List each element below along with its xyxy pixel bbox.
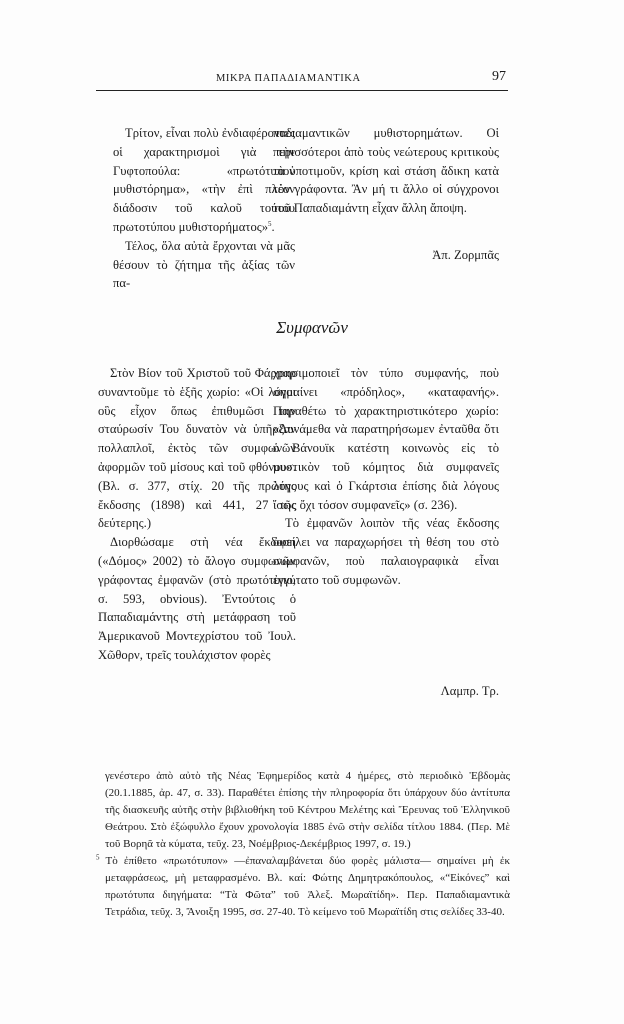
footnote-5-marker: 5 xyxy=(96,853,100,862)
section2-paragraph-2: Διορθώσαμε στὴ νέα ἔκδοση («Δόμος» 2002) τὸ ἄλογο συμφωνῶν γράφοντας ἐμφανῶν (στὸ πρωτότυπο, σ. 593, obvious). Ἐντούτοις ὁ Παπαδιαμάντης στὴ μετάφραση τοῦ Ἀμερικανοῦ Μοντεχρίστου τοῦ Ἰουλ. Χῶθορν, τρεῖς τουλάχιστον φορὲς xyxy=(98,535,296,662)
footnotes xyxy=(96,768,510,921)
section2-paragraph-4: Τὸ ἐμφανῶν λοιπὸν τῆς νέας ἔκδοσης ὀφείλει να παραχωρήσει τὴ θέση του στὸ συμφανῶν, ποὺ παλαιογραφικὰ εἶναι ἐγγύτατο τοῦ συμφωνῶν. xyxy=(273,516,499,587)
section2-paragraph-3: χρησιμοποιεῖ τὸν τύπο συμφανής, ποὺ σημαίνει «πρόδηλος», «καταφανής». Παραθέτω τὸ χαρακτηριστικότερο χωρίο: «Δυνάμεθα νὰ παρατηρήσωμεν ἐνταῦθα ὅτι ὁ Βάνουϊκ κατέστη κοινωνὸς εἰς τὸ μυστικὸν τοῦ κόμητος διὰ συμφανεῖς λόγους καὶ ὁ Γκάρτσια ἐπίσης διὰ λόγους ἴσως ὄχι τόσον συμφανεῖς» (σ. 236). xyxy=(273,366,499,512)
footnote-ref-5: 5 xyxy=(268,219,272,228)
section1-paragraph-2: Τέλος, ὅλα αὐτὰ ἔρχονται νὰ μᾶς θέσουν τὸ ζήτημα τῆς ἀξίας τῶν πα- xyxy=(113,238,295,291)
section1-paragraph-1: Τρίτον, εἶναι πολὺ ἐνδιαφέροντες οἱ χαρακτηρισμοὶ γιὰ τὴν Γυφτοπούλα: «πρωτότυπον μυθιστόρημα», «τὴν ἐπὶ πλέον διάδοσιν τοῦ καλοῦ τούτου πρωτοτύπου μυθιστορήματος»$^5$. xyxy=(113,126,295,234)
section2-signature: Λαμπρ. Τρ. xyxy=(440,684,499,698)
section-title: Συμφανῶν xyxy=(276,318,348,337)
page-number: 97 xyxy=(492,69,506,84)
section1-right-column xyxy=(273,124,499,218)
footnote-5: $^5$ Τὸ ἐπίθετο «πρωτότυπον» —ἐπαναλαμβάνεται δύο φορὲς μάλιστα— σημαίνει μὴ ἐκ μεταφράσεως, μὴ μεταφρασμένο. Βλ. καί: Φώτης Δημητρακόπουλος, «“Εἰκόνες” καὶ πρωτότυπα διηγήματα: “Τὰ Φῶτα” τοῦ Ἀλεξ. Μωραϊτίδη». Περ. Παπαδιαμαντικὰ Τετράδια, τεῦχ. 3, Ἄνοιξη 1995, σσ. 27-40. Τὸ κείμενο τοῦ Μωραϊτίδη στις σελίδες 33-40. xyxy=(96,853,510,918)
running-title: ΜΙΚΡΑ ΠΑΠΑΔΙΑΜΑΝΤΙΚΑ xyxy=(216,73,361,84)
section2-left-column xyxy=(98,364,296,665)
section2-paragraph-1: Στὸν Βίον τοῦ Χριστοῦ τοῦ Φάρραρ συναντοῦμε τὸ ἑξῆς χωρίο: «Οἱ λόγοι οὓς εἶχον ὅπως ἐπιθυμῶσι την σταύρωσίν Του δυνατὸν νὰ ὑπῆρξαν πολλαπλοῖ, ἐκτὸς τῶν συμφωνῶν ἀφορμῶν τοῦ μίσους καὶ τοῦ φθόνου». (Βλ. σ. 377, στίχ. 20 τῆς πρώτης ἔκδοσης (1898) καὶ 441, 27 τῆς δεύτερης.) xyxy=(98,366,296,531)
section1-left-column xyxy=(113,124,295,293)
section2-right-column xyxy=(273,364,499,590)
section1-signature: Ἀπ. Ζορμπᾶς xyxy=(432,248,499,262)
footnote-continuation: γενέστερο ἀπὸ αὐτὸ τῆς Νέας Ἐφημερίδος κατὰ 4 ἡμέρες, στὸ περιοδικὸ Ἑβδομὰς (20.1.1885, ἀρ. 47, σ. 33). Παραθέτει ἐπίσης τὴν πληροφορία ὅτι ὑπάρχουν δύο ἀντίτυπα τῆς διασκευῆς αὐτῆς στὴν βιβλιοθήκη τοῦ Κέντρου Μελέτης καὶ Ἔρευνας τοῦ Ἑλληνικοῦ Θεάτρου. Στὸ ἐξώφυλλο ἔχουν χρονολογία 1885 ἐνῶ στὴν σελίδα τίτλου 1884. (Περ. Μὲ τοῦ Βορηᾶ τὰ κύματα, τεῦχ. 23, Νοέμβριος-Δεκέμβριος 1997, σ. 19.) xyxy=(105,770,510,850)
page-header xyxy=(96,66,508,91)
section1-paragraph-3: παδιαμαντικῶν μυθιστορημάτων. Οἱ περισσότεροι ἀπὸ τοὺς νεώτερους κριτικοὺς τὰ ὑποτιμοῦν, κρίση καὶ στάση ἄδικη κατὰ τὸν γράφοντα. Ἂν μή τι ἄλλο οἱ σύγχρονοι τοῦ Παπαδιαμάντη εἶχαν ἄλλη ἄποψη. xyxy=(273,126,499,216)
